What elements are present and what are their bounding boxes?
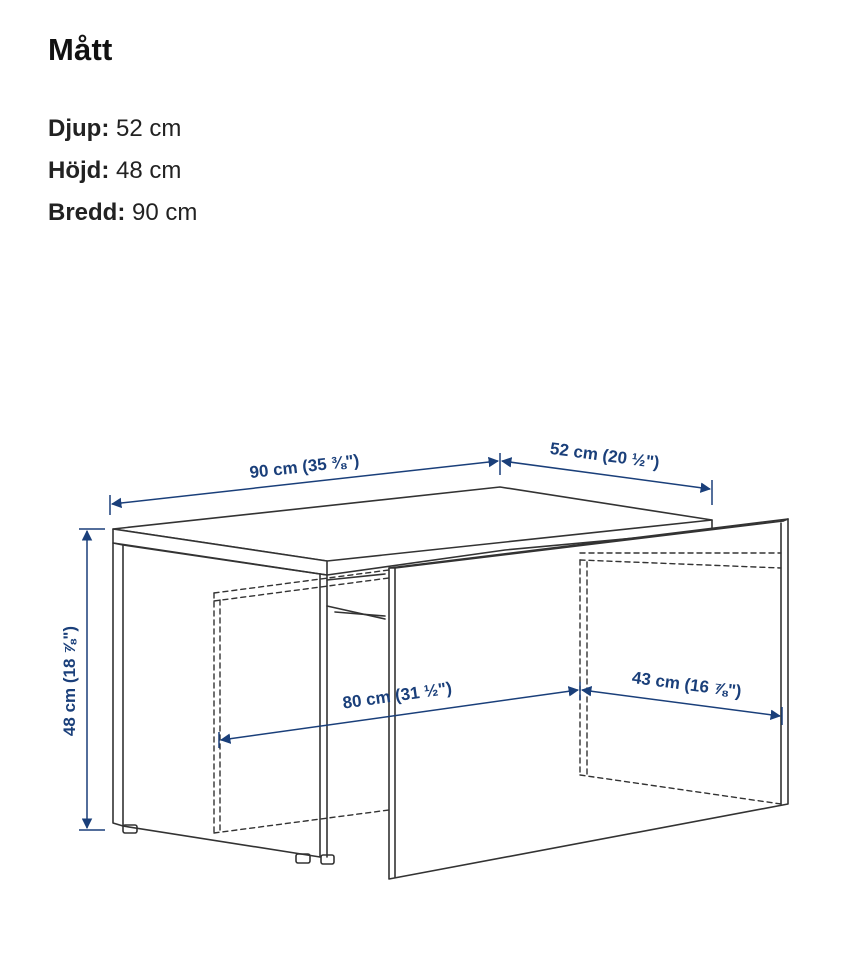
spec-depth-label: Djup: — [48, 115, 110, 142]
dim-label-width: 90 cm (35 ⅜") — [248, 450, 361, 483]
cabinet-left-side — [113, 543, 123, 826]
spec-depth-value: 52 cm — [115, 115, 182, 142]
page-title: Mått — [48, 32, 113, 67]
dim-label-drawer-width: 80 cm (31 ½") — [341, 678, 454, 713]
spec-width-value: 90 cm — [132, 199, 198, 226]
spec-width-label: Bredd: — [48, 199, 126, 226]
dim-label-drawer-depth: 43 cm (16 ⅞") — [630, 668, 743, 702]
spec-height-value: 48 cm — [115, 157, 182, 184]
spec-height-label: Höjd: — [48, 157, 110, 184]
dim-label-height: 48 cm (18 ⅞") — [60, 625, 79, 737]
dim-label-depth: 52 cm (20 ½") — [548, 438, 661, 473]
